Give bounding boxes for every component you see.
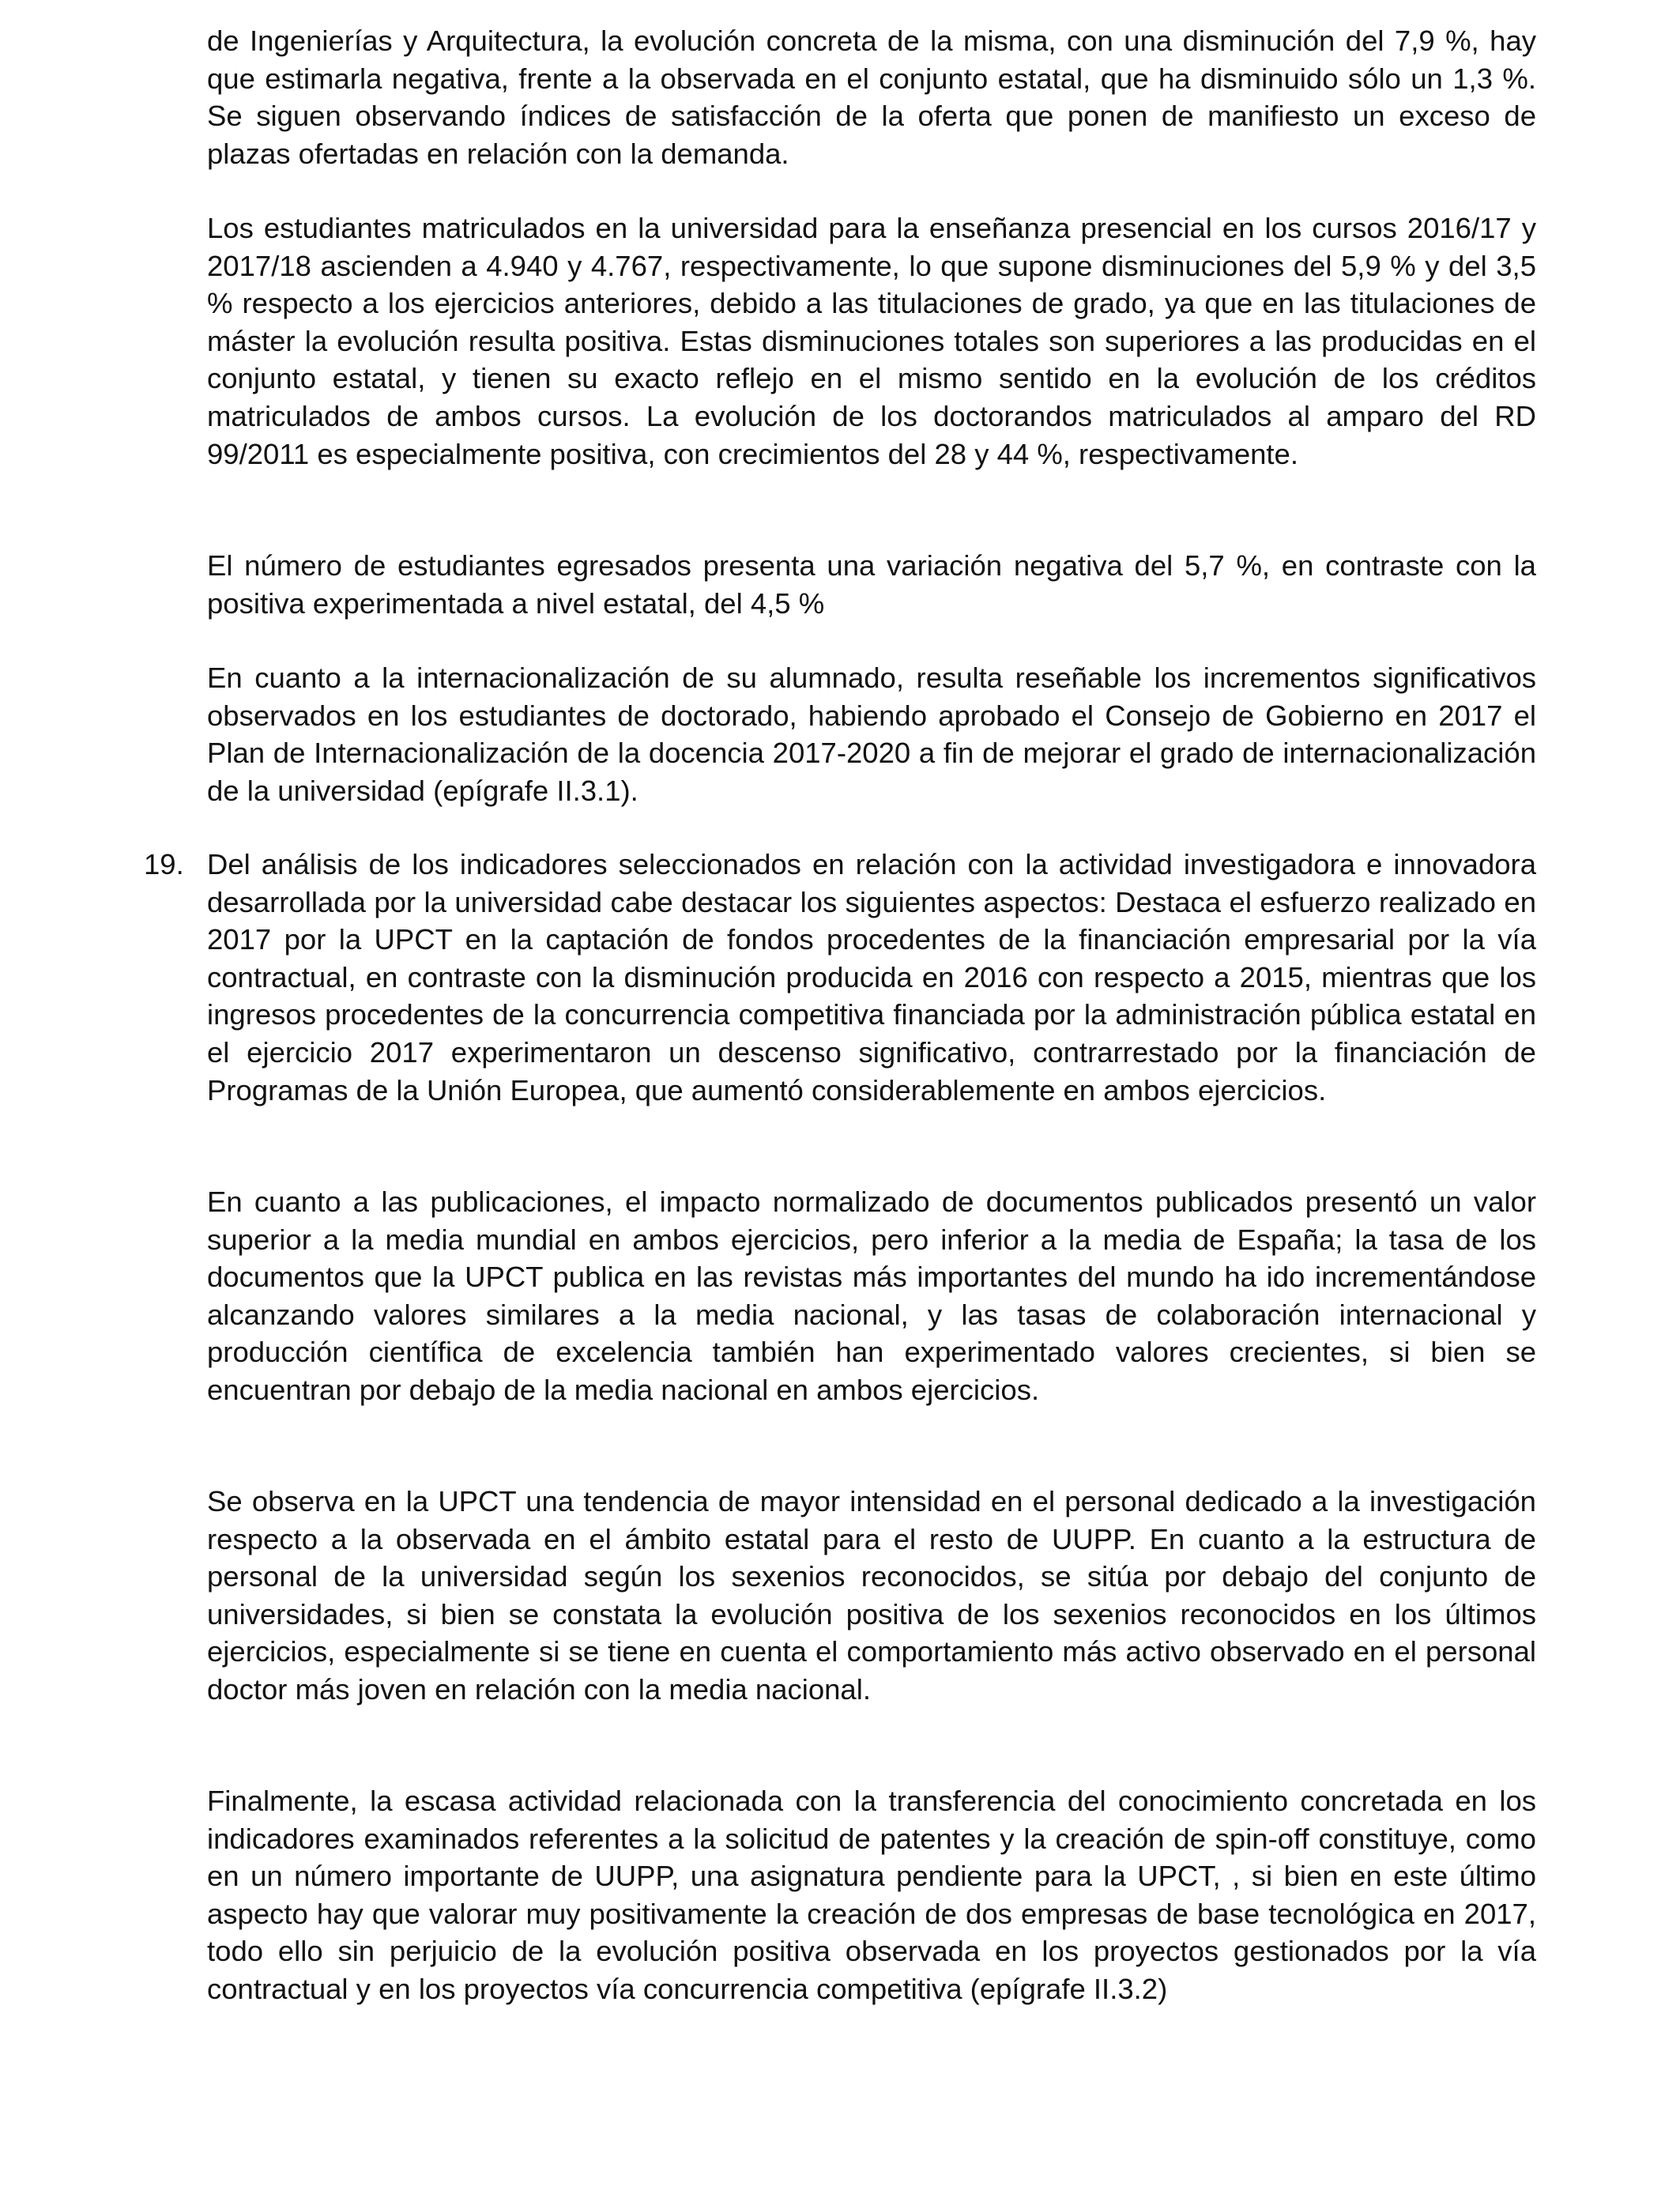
paragraph-estudiantes-egresados: El número de estudiantes egresados presenta una variación negativa del 5,7 %, en contraste con la positiva experimentada a nivel estatal, del 4,5 %	[207, 549, 1536, 620]
paragraph-number-19: 19.	[144, 848, 184, 880]
paragraph-personal-sexenios: Se observa en la UPCT una tendencia de mayor intensidad en el personal dedicado a la investigación respecto a la observada en el ámbito estatal para el resto de UUPP. En cuanto a la estructura de personal de la universidad según los sexenios reconocidos, se sitúa por debajo del conjunto de universidades, si bien se constata la evolución positiva de los sexenios reconocidos en los últimos ejercicios, especialmente si se tiene en cuenta el comportamiento más activo observado en el personal doctor más joven en relación con la media nacional.	[207, 1485, 1536, 1706]
paragraph-estudiantes-matriculados: Los estudiantes matriculados en la universidad para la enseñanza presencial en los cursos 2016/17 y 2017/18 ascienden a 4.940 y 4.767, respectivamente, lo que supone disminuciones del 5,9 % y del 3,5 % respecto a los ejercicios anteriores, debido a las titulaciones de grado, ya que en las titulaciones de máster la evolución resulta positiva. Estas disminuciones totales son superiores a las producidas en el conjunto estatal, y tienen su exacto reflejo en el mismo sentido en la evolución de los créditos matriculados de ambos cursos. La evolución de los doctorandos matriculados al amparo del RD 99/2011 es especialmente positiva, con crecimientos del 28 y 44 %, respectivamente.	[207, 212, 1536, 470]
paragraph-actividad-investigadora: Del análisis de los indicadores seleccionados en relación con la actividad investigadora e innovadora desarrollada por la universidad cabe destacar los siguientes aspectos: Destaca el esfuerzo realizado en 2017 por la UPCT en la captación de fondos procedentes de la financiación empresarial por la vía contractual, en contraste con la disminución producida en 2016 con respecto a 2015, mientras que los ingresos procedentes de la concurrencia competitiva financiada por la administración pública estatal en el ejercicio 2017 experimentaron un descenso significativo, contrarrestado por la financiación de Programas de la Unión Europea, que aumentó considerablemente en ambos ejercicios.	[207, 848, 1536, 1106]
paragraph-transferencia-conocimiento: Finalmente, la escasa actividad relacionada con la transferencia del conocimiento concretada en los indicadores examinados referentes a la solicitud de patentes y la creación de spin-off constituye, como en un número importante de UUPP, una asignatura pendiente para la UPCT, , si bien en este último aspecto hay que valorar muy positivamente la creación de dos empresas de base tecnológica en 2017, todo ello sin perjuicio de la evolución positiva observada en los proyectos gestionados por la vía contractual y en los proyectos vía concurrencia competitiva (epígrafe II.3.2)	[207, 1785, 1536, 2005]
paragraph-internacionalizacion: En cuanto a la internacionalización de su alumnado, resulta reseñable los incrementos significativos observados en los estudiantes de doctorado, habiendo aprobado el Consejo de Gobierno en 2017 el Plan de Internacionalización de la docencia 2017-2020 a fin de mejorar el grado de internacionalización de la universidad (epígrafe II.3.1).	[207, 662, 1536, 807]
paragraph-ingenierias-satisfaccion: de Ingenierías y Arquitectura, la evolución concreta de la misma, con una disminución del 7,9 %, hay que estimarla negativa, frente a la observada en el conjunto estatal, que ha disminuido sólo un 1,3 %. Se siguen observando índices de satisfacción de la oferta que ponen de manifiesto un exceso de plazas ofertadas en relación con la demanda.	[207, 25, 1536, 170]
paragraph-publicaciones: En cuanto a las publicaciones, el impacto normalizado de documentos publicados presentó un valor superior a la media mundial en ambos ejercicios, pero inferior a la media de España; la tasa de los documentos que la UPCT publica en las revistas más importantes del mundo ha ido incrementándose alcanzando valores similares a la media nacional, y las tasas de colaboración internacional y producción científica de excelencia también han experimentado valores crecientes, si bien se encuentran por debajo de la media nacional en ambos ejercicios.	[207, 1186, 1536, 1406]
